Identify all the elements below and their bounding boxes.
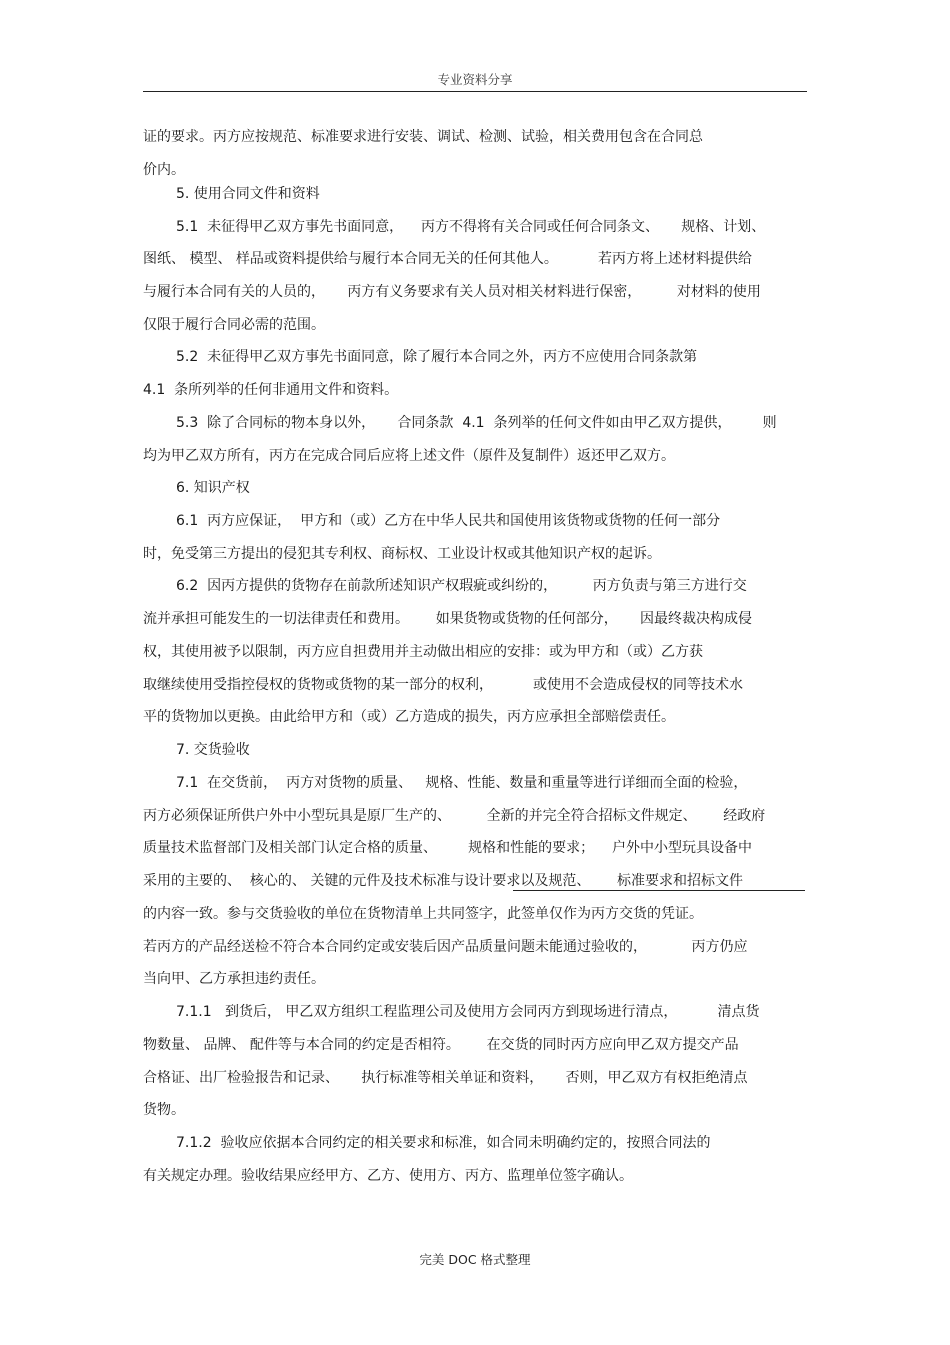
text-line: 5.1 未征得甲乙双方事先书面同意， 丙方不得将有关合同或任何合同条文、 规格、计划、	[176, 219, 766, 235]
text-line: 时，免受第三方提出的侵犯其专利权、商标权、工业设计权或其他知识产权的起诉。	[143, 546, 661, 562]
text-line: 采用的主要的、 核心的、 关键的元件及技术标准与设计要求以及规范、 标准要求和招标文件	[143, 873, 744, 889]
page-footer: 完美 DOC 格式整理	[419, 1252, 531, 1267]
text-line: 5.2 未征得甲乙双方事先书面同意，除了履行本合同之外，丙方不应使用合同条款第	[176, 349, 698, 365]
section-heading: 5. 使用合同文件和资料	[176, 186, 320, 202]
text-underline	[513, 890, 805, 891]
text-line: 价内。	[143, 162, 185, 178]
text-line: 6.2 因丙方提供的货物存在前款所述知识产权瑕疵或纠纷的， 丙方负责与第三方进行交	[176, 578, 747, 594]
text-line: 4.1 条所列举的任何非通用文件和资料。	[143, 382, 399, 398]
text-line: 6.1 丙方应保证， 甲方和（或）乙方在中华人民共和国使用该货物或货物的任何一部分	[176, 513, 721, 529]
text-line: 7.1.1 到货后， 甲乙双方组织工程监理公司及使用方会同丙方到现场进行清点， 清点货	[176, 1004, 760, 1020]
text-line: 的内容一致。参与交货验收的单位在货物清单上共同签字，此签单仅作为丙方交货的凭证。	[143, 906, 703, 922]
text-line: 有关规定办理。验收结果应经甲方、乙方、使用方、丙方、监理单位签字确认。	[143, 1168, 633, 1184]
text-line: 质量技术监督部门及相关部门认定合格的质量、 规格和性能的要求； 户外中小型玩具设备中	[143, 840, 752, 856]
page-header: 专业资料分享	[437, 72, 513, 87]
text-line: 图纸、 模型、 样品或资料提供给与履行本合同无关的任何其他人。 若丙方将上述材料提供给	[143, 251, 752, 267]
text-line: 证的要求。丙方应按规范、标准要求进行安装、调试、检测、试验，相关费用包含在合同总	[143, 129, 703, 145]
text-line: 与履行本合同有关的人员的， 丙方有义务要求有关人员对相关材料进行保密， 对材料的使用	[143, 284, 761, 300]
text-line: 取继续使用受指控侵权的货物或货物的某一部分的权利， 或使用不会造成侵权的同等技术水	[143, 677, 744, 693]
text-line: 物数量、 品牌、 配件等与本合同的约定是否相符。 在交货的同时丙方应向甲乙双方提交产品	[143, 1037, 739, 1053]
text-line: 权，其使用被予以限制，丙方应自担费用并主动做出相应的安排：或为甲方和（或）乙方获	[143, 644, 703, 660]
header-rule	[143, 91, 807, 92]
text-line: 7.1.2 验收应依据本合同约定的相关要求和标准，如合同未明确约定的，按照合同法的	[176, 1135, 711, 1151]
text-line: 5.3 除了合同标的物本身以外， 合同条款 4.1 条列举的任何文件如由甲乙双方提供， 则	[176, 415, 777, 431]
text-line: 若丙方的产品经送检不符合本合同约定或安装后因产品质量问题未能通过验收的， 丙方仍应	[143, 939, 748, 955]
text-line: 当向甲、乙方承担违约责任。	[143, 971, 325, 987]
text-line: 流并承担可能发生的一切法律责任和费用。 如果货物或货物的任何部分， 因最终裁决构成侵	[143, 611, 752, 627]
text-line: 仅限于履行合同必需的范围。	[143, 317, 325, 333]
text-line: 货物。	[143, 1102, 185, 1118]
section-heading: 7. 交货验收	[176, 742, 250, 758]
text-line: 丙方必须保证所供户外中小型玩具是原厂生产的、 全新的并完全符合招标文件规定、 经政府	[143, 808, 766, 824]
text-line: 7.1 在交货前， 丙方对货物的质量、 规格、性能、数量和重量等进行详细而全面的检验，	[176, 775, 748, 791]
text-line: 均为甲乙双方所有，丙方在完成合同后应将上述文件（原件及复制件）返还甲乙双方。	[143, 448, 675, 464]
section-heading: 6. 知识产权	[176, 480, 250, 496]
text-line: 合格证、出厂检验报告和记录、 执行标准等相关单证和资料， 否则，甲乙双方有权拒绝清点	[143, 1070, 748, 1086]
text-line: 平的货物加以更换。由此给甲方和（或）乙方造成的损失，丙方应承担全部赔偿责任。	[143, 709, 675, 725]
